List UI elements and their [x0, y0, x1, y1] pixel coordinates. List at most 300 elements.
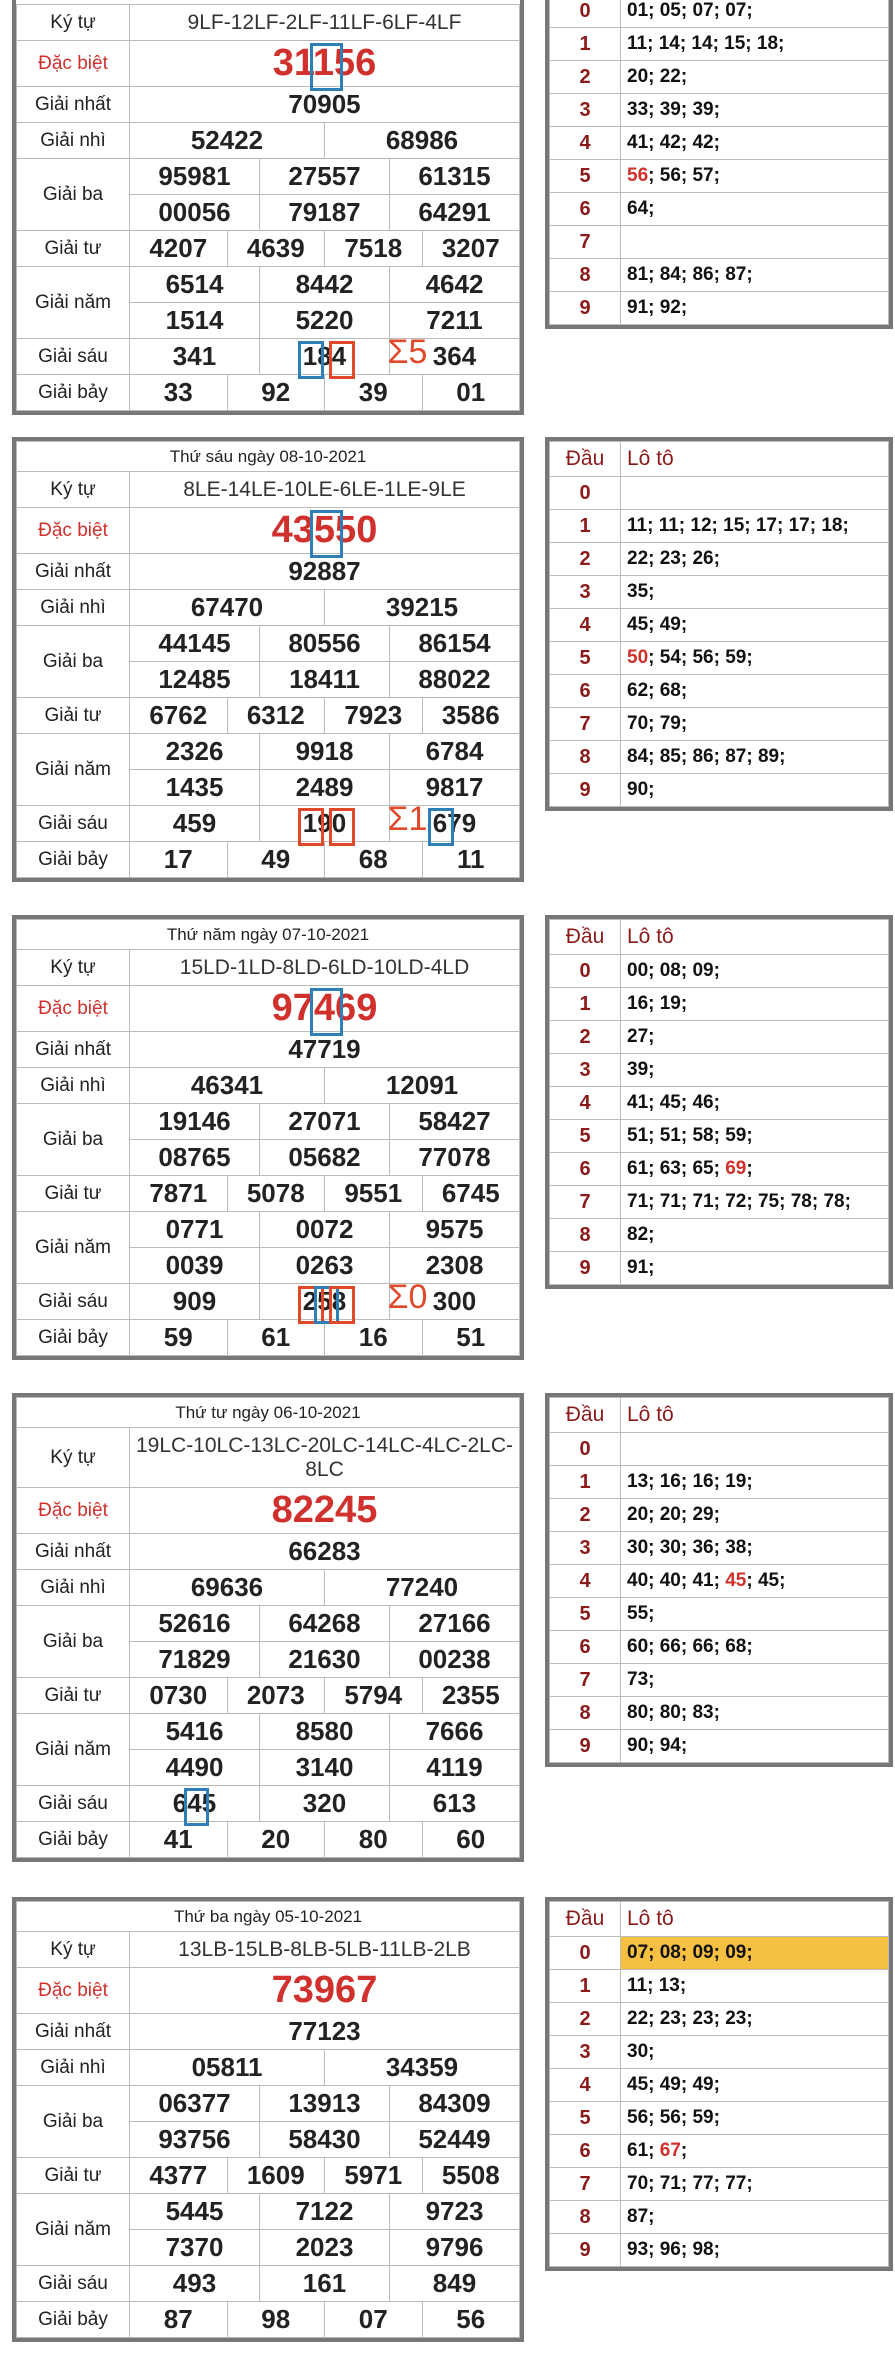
prize-number: 58430: [260, 2122, 390, 2158]
prize-number: 6784: [390, 734, 520, 770]
dau-digit: 1: [550, 988, 621, 1021]
loto-header: Lô tô: [621, 442, 889, 477]
loto-numbers: [621, 1433, 889, 1466]
prize-number: 86154: [390, 626, 520, 662]
prize-number: 05811: [130, 2050, 325, 2086]
prize-number: 87: [130, 2302, 228, 2338]
sum-annotation: Σ1: [387, 799, 428, 838]
prize-number: 6762: [130, 698, 228, 734]
dau-digit: 2: [550, 2003, 621, 2036]
loto-header: Lô tô: [621, 1398, 889, 1433]
loto-header: Lô tô: [621, 1902, 889, 1937]
prize-number: 1435: [130, 770, 260, 806]
dau-digit: 2: [550, 1021, 621, 1054]
special-prize: 97469: [130, 986, 520, 1032]
prize-number: 07: [325, 2302, 423, 2338]
loto-numbers: 64;: [621, 193, 889, 226]
prize-label: Giải sáu: [17, 1786, 130, 1822]
results-table: [12, 915, 524, 1360]
ky-tu-code: 8LE-14LE-10LE-6LE-1LE-9LE: [130, 472, 520, 508]
loto-numbers: 07; 08; 09; 09;: [621, 1937, 889, 1970]
loto-numbers: 56; 56; 57;: [621, 160, 889, 193]
dau-digit: 6: [550, 2135, 621, 2168]
prize-number: 60: [422, 1822, 520, 1858]
loto-numbers: 73;: [621, 1664, 889, 1697]
draw-date: Thứ năm ngày 07-10-2021: [17, 920, 520, 950]
prize-number: 0263: [260, 1248, 390, 1284]
loto-numbers: 00; 08; 09;: [621, 955, 889, 988]
prize-label: Giải ba: [17, 1104, 130, 1176]
special-loto: 50: [627, 647, 649, 668]
dau-digit: 3: [550, 1054, 621, 1087]
dau-digit: 8: [550, 1697, 621, 1730]
prize-number: 93756: [130, 2122, 260, 2158]
loto-numbers: 33; 39; 39;: [621, 94, 889, 127]
prize-label: Ký tự: [17, 5, 130, 41]
loto-numbers: 11; 11; 12; 15; 17; 17; 18;: [621, 510, 889, 543]
dau-header: Đầu: [550, 442, 621, 477]
prize-label: Giải sáu: [17, 806, 130, 842]
prize-label: Giải nhì: [17, 1068, 130, 1104]
prize-label: Giải nhất: [17, 2014, 130, 2050]
dau-digit: 8: [550, 741, 621, 774]
dau-digit: 5: [550, 160, 621, 193]
prize-number: 6514: [130, 267, 260, 303]
prize-number: 0072: [260, 1212, 390, 1248]
highlight-box: [310, 988, 343, 1036]
prize-number: 7871: [130, 1176, 228, 1212]
prize-number: 9575: [390, 1212, 520, 1248]
prize-number: 70905: [130, 87, 520, 123]
loto-numbers: 22; 23; 26;: [621, 543, 889, 576]
prize-number: 01: [422, 375, 520, 411]
dau-digit: 5: [550, 1120, 621, 1153]
dau-digit: 9: [550, 774, 621, 807]
loto-numbers: 13; 16; 16; 19;: [621, 1466, 889, 1499]
dau-digit: 6: [550, 193, 621, 226]
prize-label: Giải sáu: [17, 1284, 130, 1320]
dau-digit: 1: [550, 1466, 621, 1499]
prize-number: 52422: [130, 123, 325, 159]
highlight-box: [428, 808, 454, 846]
prize-number: 21630: [260, 1642, 390, 1678]
dau-digit: 4: [550, 2069, 621, 2102]
prize-number: 0730: [130, 1678, 228, 1714]
prize-label: Giải nhì: [17, 1570, 130, 1606]
prize-number: 41: [130, 1822, 228, 1858]
dau-digit: 7: [550, 1186, 621, 1219]
prize-number: 16: [325, 1320, 423, 1356]
prize-number: 49: [227, 842, 325, 878]
loto-numbers: 91;: [621, 1252, 889, 1285]
prize-number: 8442: [260, 267, 390, 303]
prize-number: 98: [227, 2302, 325, 2338]
prize-number: 56: [422, 2302, 520, 2338]
dau-digit: 8: [550, 1219, 621, 1252]
dau-digit: 6: [550, 1631, 621, 1664]
prize-label: Đặc biệt: [17, 1968, 130, 2014]
dau-digit: 7: [550, 708, 621, 741]
prize-label: Giải bảy: [17, 1822, 130, 1858]
prize-number: 52449: [390, 2122, 520, 2158]
prize-number: 1609: [227, 2158, 325, 2194]
prize-number: 7518: [325, 231, 423, 267]
dau-digit: 3: [550, 1532, 621, 1565]
prize-label: Giải tư: [17, 231, 130, 267]
prize-label: Giải nhì: [17, 590, 130, 626]
prize-number: 88022: [390, 662, 520, 698]
prize-number: 7923: [325, 698, 423, 734]
prize-label: Giải năm: [17, 267, 130, 339]
loto-numbers: 01; 05; 07; 07;: [621, 0, 889, 28]
prize-label: Ký tự: [17, 950, 130, 986]
loto-numbers: 80; 80; 83;: [621, 1697, 889, 1730]
prize-number: 80556: [260, 626, 390, 662]
prize-label: Ký tự: [17, 1428, 130, 1488]
dau-digit: 4: [550, 127, 621, 160]
prize-number: 77123: [130, 2014, 520, 2050]
prize-label: Giải nhì: [17, 2050, 130, 2086]
prize-number: 3140: [260, 1750, 390, 1786]
loto-numbers: 91; 92;: [621, 292, 889, 325]
prize-number: 64291: [390, 195, 520, 231]
prize-label: Giải ba: [17, 2086, 130, 2158]
dau-digit: 6: [550, 675, 621, 708]
prize-label: Ký tự: [17, 472, 130, 508]
loto-numbers: 11; 14; 14; 15; 18;: [621, 28, 889, 61]
prize-number: 4377: [130, 2158, 228, 2194]
prize-number: 8580: [260, 1714, 390, 1750]
prize-number: 39: [325, 375, 423, 411]
results-table: [12, 1897, 524, 2342]
prize-number: 4639: [227, 231, 325, 267]
prize-number: 9817: [390, 770, 520, 806]
prize-number: 00056: [130, 195, 260, 231]
prize-number: 4207: [130, 231, 228, 267]
prize-number: 19146: [130, 1104, 260, 1140]
highlight-box: [310, 43, 343, 91]
prize-number: 27557: [260, 159, 390, 195]
draw-date: Thứ ba ngày 05-10-2021: [17, 1902, 520, 1932]
prize-label: Giải bảy: [17, 1320, 130, 1356]
prize-number: 18411: [260, 662, 390, 698]
prize-number: 849: [390, 2266, 520, 2302]
prize-label: Giải nhất: [17, 87, 130, 123]
prize-number: 5416: [130, 1714, 260, 1750]
prize-number: 5794: [325, 1678, 423, 1714]
prize-number: 71829: [130, 1642, 260, 1678]
prize-number: 17: [130, 842, 228, 878]
draw-date: Thứ tư ngày 06-10-2021: [17, 1398, 520, 1428]
special-loto: 45: [725, 1570, 747, 1591]
loto-numbers: 30; 30; 36; 38;: [621, 1532, 889, 1565]
highlight-box: [329, 341, 355, 379]
prize-number: 00238: [390, 1642, 520, 1678]
prize-label: Giải tư: [17, 698, 130, 734]
prize-number: 13913: [260, 2086, 390, 2122]
dau-header: Đầu: [550, 920, 621, 955]
prize-number: 9918: [260, 734, 390, 770]
prize-number: 12485: [130, 662, 260, 698]
loto-numbers: 82;: [621, 1219, 889, 1252]
prize-label: Đặc biệt: [17, 508, 130, 554]
prize-label: Giải nhất: [17, 1534, 130, 1570]
prize-number: 459: [130, 806, 260, 842]
prize-number: 2073: [227, 1678, 325, 1714]
dau-digit: 9: [550, 1730, 621, 1763]
loto-numbers: 27;: [621, 1021, 889, 1054]
loto-numbers: 70; 71; 77; 77;: [621, 2168, 889, 2201]
prize-number: 0771: [130, 1212, 260, 1248]
prize-label: Ký tự: [17, 1932, 130, 1968]
prize-number: 7122: [260, 2194, 390, 2230]
prize-number: 645: [130, 1786, 260, 1822]
loto-numbers: 70; 79;: [621, 708, 889, 741]
prize-number: 1514: [130, 303, 260, 339]
special-prize: 43550: [130, 508, 520, 554]
dau-digit: 9: [550, 2234, 621, 2267]
prize-number: 51: [422, 1320, 520, 1356]
dau-digit: 8: [550, 2201, 621, 2234]
prize-number: 493: [130, 2266, 260, 2302]
prize-number: 5971: [325, 2158, 423, 2194]
prize-number: 67470: [130, 590, 325, 626]
special-prize: 31156: [130, 41, 520, 87]
prize-number: 4119: [390, 1750, 520, 1786]
dau-digit: 9: [550, 292, 621, 325]
prize-label: Đặc biệt: [17, 1488, 130, 1534]
results-table: [12, 1393, 524, 1862]
prize-number: 68986: [325, 123, 520, 159]
prize-label: Giải tư: [17, 1176, 130, 1212]
loto-numbers: 55;: [621, 1598, 889, 1631]
prize-number: 92: [227, 375, 325, 411]
prize-label: Giải bảy: [17, 842, 130, 878]
prize-number: 05682: [260, 1140, 390, 1176]
prize-number: 5508: [422, 2158, 520, 2194]
prize-label: Giải ba: [17, 159, 130, 231]
special-loto: 56: [627, 165, 649, 186]
special-loto: 69: [725, 1158, 747, 1179]
prize-number: 320: [260, 1786, 390, 1822]
dau-digit: 4: [550, 609, 621, 642]
loto-numbers: 90;: [621, 774, 889, 807]
loto-numbers: [621, 226, 889, 259]
highlight-box: [310, 510, 343, 558]
prize-number: 7370: [130, 2230, 260, 2266]
prize-number: 44145: [130, 626, 260, 662]
loto-numbers: 51; 51; 58; 59;: [621, 1120, 889, 1153]
loto-numbers: 11; 13;: [621, 1970, 889, 2003]
prize-number: 92887: [130, 554, 520, 590]
prize-number: 79187: [260, 195, 390, 231]
dau-digit: 8: [550, 259, 621, 292]
highlight-box: [298, 341, 324, 379]
prize-number: 34359: [325, 2050, 520, 2086]
prize-number: 08765: [130, 1140, 260, 1176]
sum-annotation: Σ0: [387, 1277, 428, 1316]
prize-label: Giải năm: [17, 2194, 130, 2266]
loto-numbers: 56; 56; 59;: [621, 2102, 889, 2135]
loto-numbers: 20; 20; 29;: [621, 1499, 889, 1532]
loto-numbers: 84; 85; 86; 87; 89;: [621, 741, 889, 774]
prize-number: 61: [227, 1320, 325, 1356]
loto-numbers: [621, 477, 889, 510]
prize-number: 4490: [130, 1750, 260, 1786]
dau-digit: 7: [550, 226, 621, 259]
prize-number: 3586: [422, 698, 520, 734]
prize-label: Giải nhất: [17, 554, 130, 590]
prize-number: 27166: [390, 1606, 520, 1642]
dau-digit: 5: [550, 1598, 621, 1631]
prize-number: 59: [130, 1320, 228, 1356]
dau-digit: 3: [550, 2036, 621, 2069]
prize-number: 3207: [422, 231, 520, 267]
dau-digit: 6: [550, 1153, 621, 1186]
highlight-box: [329, 808, 355, 846]
prize-label: Giải năm: [17, 1714, 130, 1786]
dau-digit: 2: [550, 61, 621, 94]
dau-digit: 1: [550, 28, 621, 61]
loto-numbers: 61; 67;: [621, 2135, 889, 2168]
prize-number: 61315: [390, 159, 520, 195]
loto-numbers: 62; 68;: [621, 675, 889, 708]
loto-table: [545, 437, 893, 811]
dau-digit: 3: [550, 94, 621, 127]
prize-number: 9723: [390, 2194, 520, 2230]
loto-numbers: 45; 49; 49;: [621, 2069, 889, 2102]
prize-number: 64268: [260, 1606, 390, 1642]
prize-number: 11: [422, 842, 520, 878]
prize-label: Giải năm: [17, 1212, 130, 1284]
dau-digit: 5: [550, 2102, 621, 2135]
prize-label: Giải nhì: [17, 123, 130, 159]
loto-numbers: 30;: [621, 2036, 889, 2069]
dau-digit: 1: [550, 1970, 621, 2003]
dau-digit: 2: [550, 1499, 621, 1532]
dau-digit: 3: [550, 576, 621, 609]
dau-digit: 7: [550, 1664, 621, 1697]
prize-label: Giải nhất: [17, 1032, 130, 1068]
prize-number: 68: [325, 842, 423, 878]
dau-header: Đầu: [550, 1902, 621, 1937]
prize-number: 9796: [390, 2230, 520, 2266]
prize-number: 184: [260, 339, 390, 375]
dau-header: Đầu: [550, 1398, 621, 1433]
prize-number: 20: [227, 1822, 325, 1858]
prize-number: 58427: [390, 1104, 520, 1140]
prize-number: 0039: [130, 1248, 260, 1284]
prize-label: Giải ba: [17, 626, 130, 698]
loto-numbers: 40; 40; 41; 45; 45;: [621, 1565, 889, 1598]
prize-label: Giải sáu: [17, 2266, 130, 2302]
prize-number: 190: [260, 806, 390, 842]
prize-label: Giải tư: [17, 1678, 130, 1714]
dau-digit: 5: [550, 642, 621, 675]
loto-numbers: 22; 23; 23; 23;: [621, 2003, 889, 2036]
loto-numbers: 20; 22;: [621, 61, 889, 94]
prize-number: 7211: [390, 303, 520, 339]
prize-label: Giải năm: [17, 734, 130, 806]
ky-tu-code: 19LC-10LC-13LC-20LC-14LC-4LC-2LC-8LC: [130, 1428, 520, 1488]
prize-number: 341: [130, 339, 260, 375]
loto-numbers: 61; 63; 65; 69;: [621, 1153, 889, 1186]
ky-tu-code: 15LD-1LD-8LD-6LD-10LD-4LD: [130, 950, 520, 986]
dau-digit: 4: [550, 1565, 621, 1598]
prize-number: 5220: [260, 303, 390, 339]
dau-digit: 0: [550, 1433, 621, 1466]
loto-numbers: 41; 45; 46;: [621, 1087, 889, 1120]
prize-number: 27071: [260, 1104, 390, 1140]
special-prize: 73967: [130, 1968, 520, 2014]
prize-number: 77078: [390, 1140, 520, 1176]
prize-label: Giải bảy: [17, 375, 130, 411]
highlight-box: [329, 1286, 355, 1324]
dau-digit: 0: [550, 477, 621, 510]
loto-numbers: 39;: [621, 1054, 889, 1087]
prize-number: 6745: [422, 1176, 520, 1212]
prize-label: Giải ba: [17, 1606, 130, 1678]
draw-date: Thứ sáu ngày 08-10-2021: [17, 442, 520, 472]
loto-table: [545, 915, 893, 1289]
prize-number: 2023: [260, 2230, 390, 2266]
ky-tu-code: 9LF-12LF-2LF-11LF-6LF-4LF: [130, 5, 520, 41]
prize-number: 7666: [390, 1714, 520, 1750]
loto-table: [545, 0, 893, 329]
highlight-box: [298, 808, 324, 846]
special-loto: 67: [659, 2140, 681, 2161]
dau-digit: 2: [550, 543, 621, 576]
prize-number: 679: [390, 806, 520, 842]
prize-number: 80: [325, 1822, 423, 1858]
dau-digit: 4: [550, 1087, 621, 1120]
results-table: [12, 0, 524, 415]
loto-numbers: 60; 66; 66; 68;: [621, 1631, 889, 1664]
prize-number: 12091: [325, 1068, 520, 1104]
prize-number: 77240: [325, 1570, 520, 1606]
prize-label: Giải sáu: [17, 339, 130, 375]
prize-number: 46341: [130, 1068, 325, 1104]
ky-tu-code: 13LB-15LB-8LB-5LB-11LB-2LB: [130, 1932, 520, 1968]
sum-annotation: Σ5: [387, 332, 428, 371]
prize-label: Giải tư: [17, 2158, 130, 2194]
dau-digit: 9: [550, 1252, 621, 1285]
prize-number: 6312: [227, 698, 325, 734]
prize-number: 300: [390, 1284, 520, 1320]
prize-number: 39215: [325, 590, 520, 626]
prize-number: 5445: [130, 2194, 260, 2230]
prize-number: 06377: [130, 2086, 260, 2122]
prize-label: Đặc biệt: [17, 41, 130, 87]
dau-digit: 0: [550, 955, 621, 988]
loto-header: Lô tô: [621, 920, 889, 955]
loto-numbers: 87;: [621, 2201, 889, 2234]
prize-number: 84309: [390, 2086, 520, 2122]
prize-number: 2326: [130, 734, 260, 770]
prize-number: 52616: [130, 1606, 260, 1642]
loto-table: [545, 1897, 893, 2271]
loto-numbers: 81; 84; 86; 87;: [621, 259, 889, 292]
loto-numbers: 71; 71; 71; 72; 75; 78; 78;: [621, 1186, 889, 1219]
loto-numbers: 35;: [621, 576, 889, 609]
loto-numbers: 41; 42; 42;: [621, 127, 889, 160]
prize-number: 4642: [390, 267, 520, 303]
prize-number: 613: [390, 1786, 520, 1822]
loto-numbers: 93; 96; 98;: [621, 2234, 889, 2267]
prize-number: 2489: [260, 770, 390, 806]
prize-number: 69636: [130, 1570, 325, 1606]
prize-label: Giải bảy: [17, 2302, 130, 2338]
